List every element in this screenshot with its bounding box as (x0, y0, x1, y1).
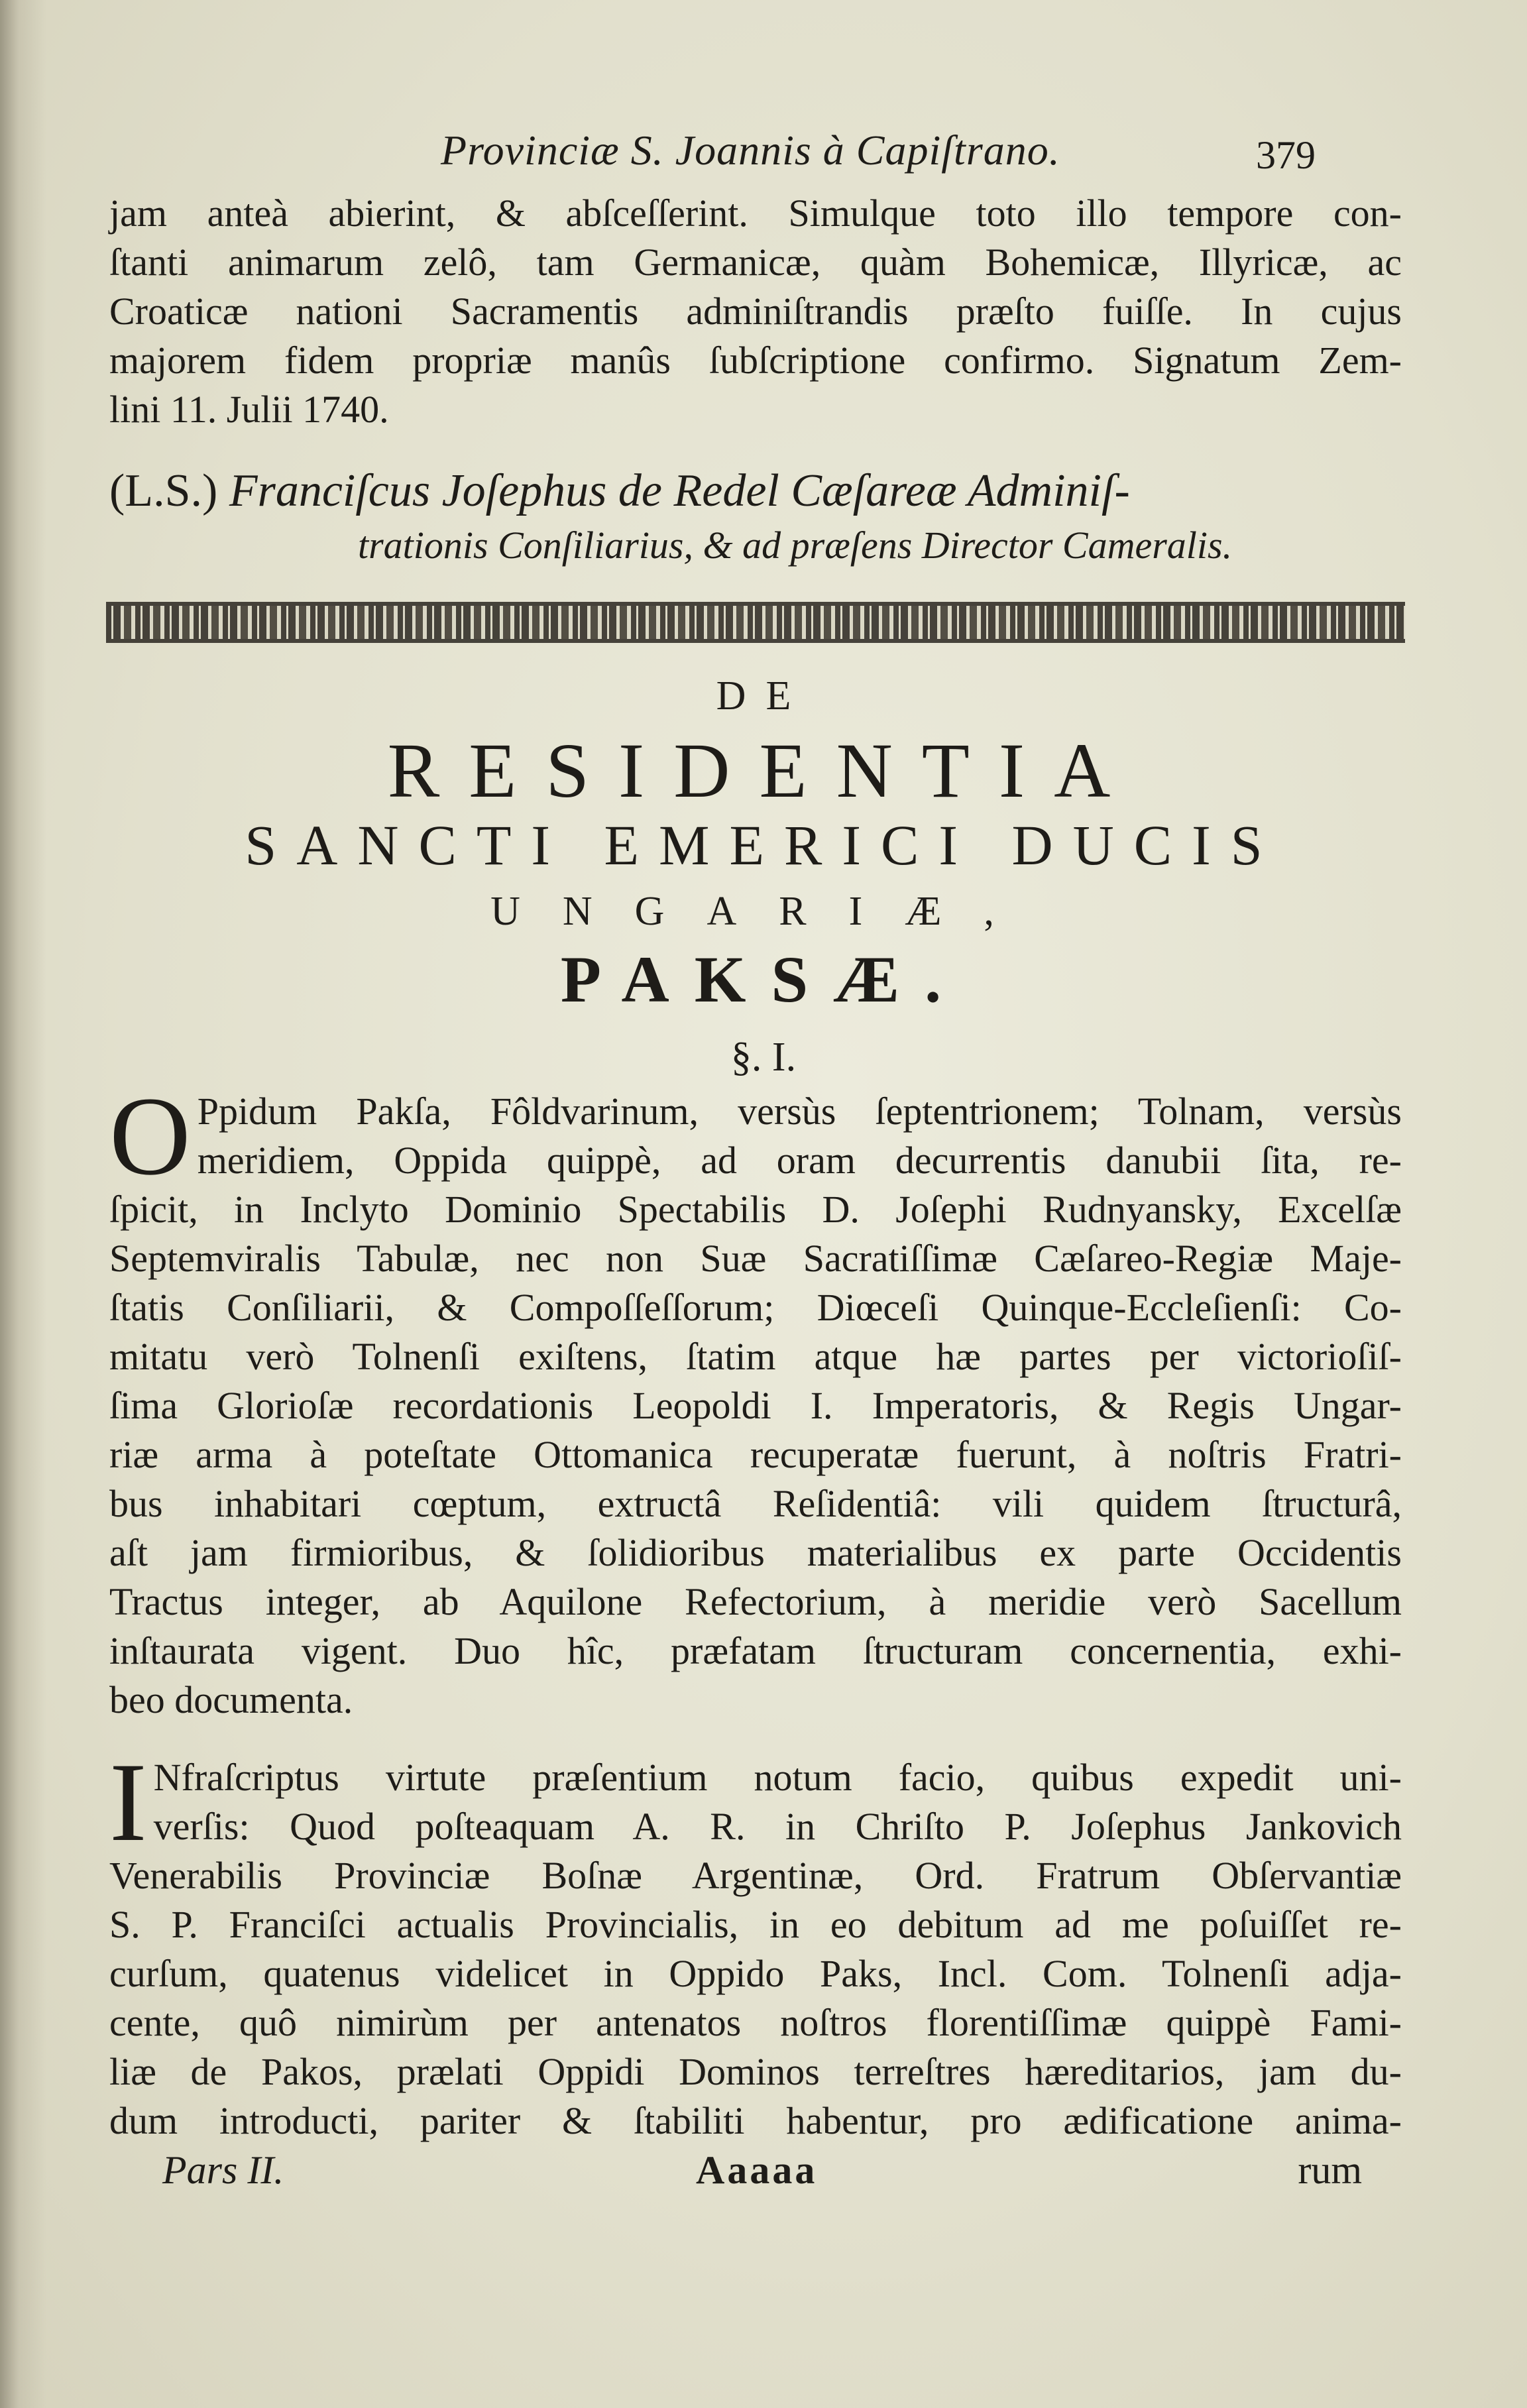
text-line: Septemviralis Tabulæ, nec non Suæ Sacratiſſimæ Cæſareo-Regiæ Maje- (109, 1237, 1402, 1280)
running-head-title: Provinciæ S. Joannis à Capiſtrano. (441, 127, 1060, 174)
text-line: Venerabilis Provinciæ Boſnæ Argentinæ, Ord. Fratrum Obſervantiæ (109, 1854, 1402, 1897)
text-line: meridiem, Oppida quippè, ad oram decurrentis danubii ſita, re- (197, 1139, 1402, 1182)
heading-paksae: PAKSÆ. (560, 943, 967, 1016)
signature-block (109, 464, 1402, 573)
ornamental-border (106, 602, 1405, 643)
text-line: dum introducti, pariter & ſtabiliti habentur, pro ædificatione anima- (109, 2099, 1402, 2142)
signatory-title: trationis Conſiliarius, & ad præſens Director Cameralis. (358, 524, 1233, 567)
text-line: curſum, quatenus videlicet in Oppido Paks, Incl. Com. Tolnenſi adja- (109, 1952, 1402, 1995)
drop-cap: I (109, 1740, 147, 1864)
opening-paragraph (109, 189, 1402, 434)
text-line: majorem fidem propriæ manûs ſubſcriptione confirmo. Signatum Zem- (109, 339, 1402, 382)
text-line: ſtatis Conſiliarii, & Compoſſeſſorum; Diœceſi Quinque-Eccleſienſi: Co- (109, 1286, 1402, 1329)
page-gutter-shadow (0, 0, 46, 2408)
section-mark: §. I. (730, 1035, 797, 1080)
signatory-name: Franciſcus Joſephus de Redel Cæſareæ Adminiſ- (229, 465, 1130, 516)
page-number: 379 (1256, 133, 1316, 177)
seal-mark: (L.S.) (109, 465, 218, 516)
heading-residentia: RESIDENTIA (387, 727, 1140, 814)
text-line: cente, quô nimirùm per antenatos noſtros florentiſſimæ quippè Fami- (109, 2001, 1402, 2044)
text-line: verſis: Quod poſteaquam A. R. in Chriſto P. Joſephus Jankovich (153, 1805, 1402, 1848)
text-line: liæ de Pakos, prælati Oppidi Dominos terreſtres hæreditarios, jam du- (109, 2050, 1402, 2093)
text-line: Tractus integer, ab Aquilone Refectorium, à meridie verò Sacellum (109, 1580, 1402, 1623)
text-line: Croaticæ nationi Sacramentis adminiſtrandis præſto fuiſſe. In cujus (109, 290, 1402, 333)
text-line: ſpicit, in Inclyto Dominio Spectabilis D. Joſephi Rudnyansky, Excelſæ (109, 1188, 1402, 1231)
text-line: aſt jam firmioribus, & ſolidioribus materialibus ex parte Occidentis (109, 1531, 1402, 1574)
text-line: mitatu verò Tolnenſi exiſtens, ſtatim atque hæ partes per victorioſiſ- (109, 1335, 1402, 1378)
page-footer (109, 2148, 1402, 2207)
text-line: Ppidum Pakſa, Fôldvarinum, versùs ſeptentrionem; Tolnam, versùs (197, 1090, 1402, 1133)
text-line: S. P. Franciſci actualis Provincialis, in eo debitum ad me poſuiſſet re- (109, 1903, 1402, 1946)
text-line: ſtanti animarum zelô, tam Germanicæ, quàm Bohemicæ, Illyricæ, ac (109, 241, 1402, 284)
text-line: lini 11. Julii 1740. (109, 388, 389, 431)
heading-ungariae: UNGARIÆ, (490, 889, 1037, 934)
section-2-paragraph (109, 1740, 1402, 2146)
text-line: riæ arma à poteſtate Ottomanica recuperatæ fuerunt, à noſtris Fratri- (109, 1433, 1402, 1476)
part-label: Pars II. (162, 2148, 284, 2192)
text-line: inſtaurata vigent. Duo hîc, præfatam ſtructuram concernentia, exhi- (109, 1629, 1402, 1672)
catchword: rum (1298, 2148, 1362, 2192)
heading-sancti: SANCTI EMERICI DUCIS (245, 813, 1282, 877)
text-line: bus inhabitari cœptum, extructâ Reſidentiâ: vili quidem ſtructurâ, (109, 1482, 1402, 1525)
drop-cap: O (109, 1074, 191, 1198)
text-line: jam anteà abierint, & abſceſſerint. Simulque toto illo tempore con- (109, 192, 1402, 235)
section-1-paragraph (109, 1074, 1402, 1725)
text-line: ſima Glorioſæ recordationis Leopoldi I. Imperatoris, & Regis Ungar- (109, 1384, 1402, 1427)
signature-mark: Aaaaa (696, 2148, 818, 2192)
text-line: beo documenta. (109, 1678, 353, 1721)
heading-de: DE (716, 673, 811, 718)
running-head (109, 126, 1402, 186)
text-line: Nfraſcriptus virtute præſentium notum facio, quibus expedit uni- (153, 1756, 1402, 1799)
